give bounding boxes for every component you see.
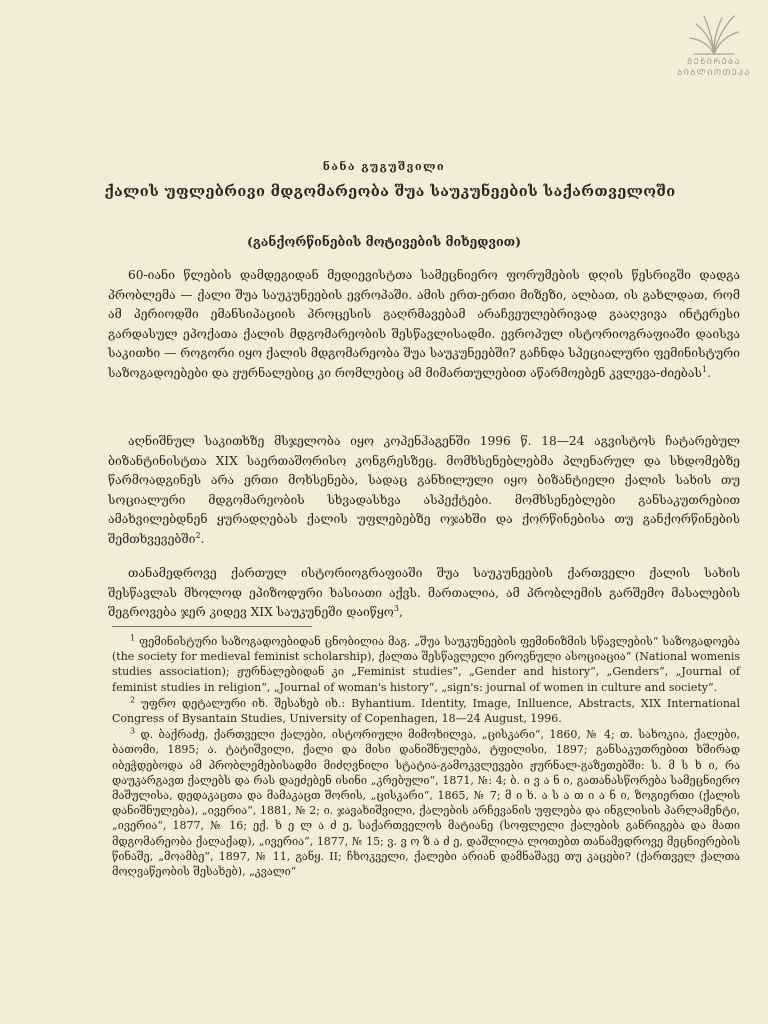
paragraph-text: აღნიშნულ საკითხზე მსჯელობა იყო კოპენჰაგენში 1996 წ. 18—24 აგვისტოს ჩატარებულ ბიზანტინისტთა XIX საერთაშორისო კონგრესზეც. მომხსენებლებმა პლენარულ და სხდომებზე წარმოადგინეს არა ერთი მოხსენება, სადაც განხილული იყო ბიზანტიელი ქალის სახის თუ სოციალური მდგომარეობის სხვადასხვა ასპექტები. მომხსენებლები განსაკუთრებით ამახვილებდნენ ყურადღებას ქალის უფლებებზე ოჯახში და ქორწინებისა თუ განქორწინების შემთხვევებში	[108, 434, 740, 546]
paragraph-end: ,	[398, 605, 403, 619]
author-name: ნანა გუგუშვილი	[322, 160, 446, 173]
article-title: ქალის უფლებრივი მდგომარეობა შუა საუკუნეების საქართველოში	[104, 183, 676, 200]
paragraph-text: თანამედროვე ქართულ ისტორიოგრაფიაში შუა საუკუნეების ქართველი ქალის სახის შესწავლას მხოლოდ ეპიზოდური ხასიათი აქვს. მართალია, ამ პრობლემის გარშემო მასალების შეგროვება ჯერ კიდევ XIX საუკუნეში დაიწყო	[108, 566, 740, 619]
paragraph-end: .	[200, 531, 205, 546]
body-paragraph-2	[108, 432, 740, 549]
paragraph-text: 60-იანი წლების დამდეგიდან მედიევისტთა სამეცნიერო ფორუმების დღის წესრიგში დადგა პრობლემა — ქალი შუა საუკუნეების ევროპაში. ამის ერთ-ერთი მიზეზი, ალბათ, ის გახლდათ, რომ ამ პერიოდში ემანსიპაციის პროცესის გაღრმავებამ არაჩვეულებრივად გააღვივა ინტერესი გარდასულ ეპოქათა ქალის მდგომარეობის შესწავლისადმი. ევროპულ ისტორიოგრაფიაში დაისვა საკითხი — როგორი იყო ქალის მდგომარეობა შუა საუკუნეებში? გაჩნდა სპეციალური ფემინისტური საზოგადოებები და ჟურნალებიც კი რომლებიც ამ მიმართულებით აწარმოებენ კვლევა-ძიებას	[108, 268, 740, 380]
library-stamp-line-1: ᲛᲔᲜᲘᲠᲔᲑᲐ	[687, 57, 741, 66]
footnote-text: უფრო დეტალური იხ. შესახებ იხ.: Byhantium. Identity, Image, Inlluence, Abstracts, XIX International Congress of Bysantain Studies, University of Copenhagen, 18—24 August, 1996.	[112, 696, 740, 726]
footnotes	[112, 634, 740, 880]
footnote-2	[112, 696, 740, 726]
footnote-1	[112, 634, 740, 695]
footnote-number: 3	[130, 726, 136, 736]
footnote-number: 2	[130, 695, 136, 705]
footnote-text: დ. ბაქრაძე, ქართველი ქალები, ისტორიული მიმოხილვა, „ცისკარი“, 1860, № 4; თ. სახოკია, ქალები, ბათომი, 1895; ა. ტატიშვილი, ქალი და მისი დანიშნულება, ტფილისი, 1897; განსაკუთრებით ხშირად იბეჭდებოდა ამ პრობლემებისადმი მიძღვნილი სტატია-გამოკვლევები ჟურნალ-გაზეთებში: ს. მ ს ხ ი, რა დაუკარგავთ ქალებს და რას დაეძებენ ისინი „კრებული“, 1871, №: 4; ბ. ი ვ ა ნ ი, გათანასწორება სამეცნიერო მაშულისა, დედაკაცთა და მამაკაცთ შორის, „ცისკარი“, 1865, № 7; მ ი ხ. ა ს ა თ ი ა ნ ი, ზოგიერთი (ქალის დანიშნულება), „ივერია“, 1881, № 2; ი. ჯავახიშვილი, ქალების არჩევანის უფლება და ინგლისის პარლამენტი, „ივერია“, 1877, № 16; ექ. ხ ე ლ ა ძ ე, საქართველოს მატიანე (სოფლელი ქალების განრიგება და მათი მდგომარეობა ქალაქად), „ივერია“, 1877, № 15; ვ. ვ ო ზ ა ძ ე, დაშლილა ლოთებთ თანამედროვე მეცნიერების წინაშე, „მოამბე“, 1897, № 11, განყ. II; ჩხოკველი, ქალები არიან დამნაშავე თუ კაცები? (ქართველ ქალთა მოღვაწეობის შესახებ), „კვალი“	[112, 728, 741, 879]
body-paragraph-3	[108, 564, 740, 623]
library-stamp	[668, 12, 760, 84]
library-stamp-line-2: ᲑᲘᲑᲚᲘᲝᲗᲔᲙᲐ	[677, 68, 751, 77]
footnote-text: ფემინისტური საზოგადოებიდან ცნობილია მაგ. „შუა საუკუნეების ფემინიზმის სწავლების“ საზოგადოება (the society for medieval feminist scholarship), ქალთა შესწავლელი ეროვნული ასოციაცია“ (National womenis studies association); ჟურნალებიდან კი „Feminist studies“, „Gender and history“, „Genders“, „Journal of feminist studies in religion“, „Journal of woman's history“, „sign's: journal of women in culture and society“.	[112, 635, 740, 694]
footnote-number: 1	[130, 633, 136, 643]
footnote-marker: 1	[701, 364, 707, 374]
footnote-marker: 3	[393, 603, 399, 613]
footnote-divider	[112, 626, 312, 627]
body-paragraph-1	[108, 266, 740, 383]
library-logo-icon	[686, 12, 742, 56]
footnote-3	[112, 727, 740, 879]
footnote-marker: 2	[195, 530, 201, 540]
article-subtitle: (განქორწინების მოტივების მიხედვით)	[246, 234, 522, 249]
paragraph-end: .	[706, 365, 711, 380]
